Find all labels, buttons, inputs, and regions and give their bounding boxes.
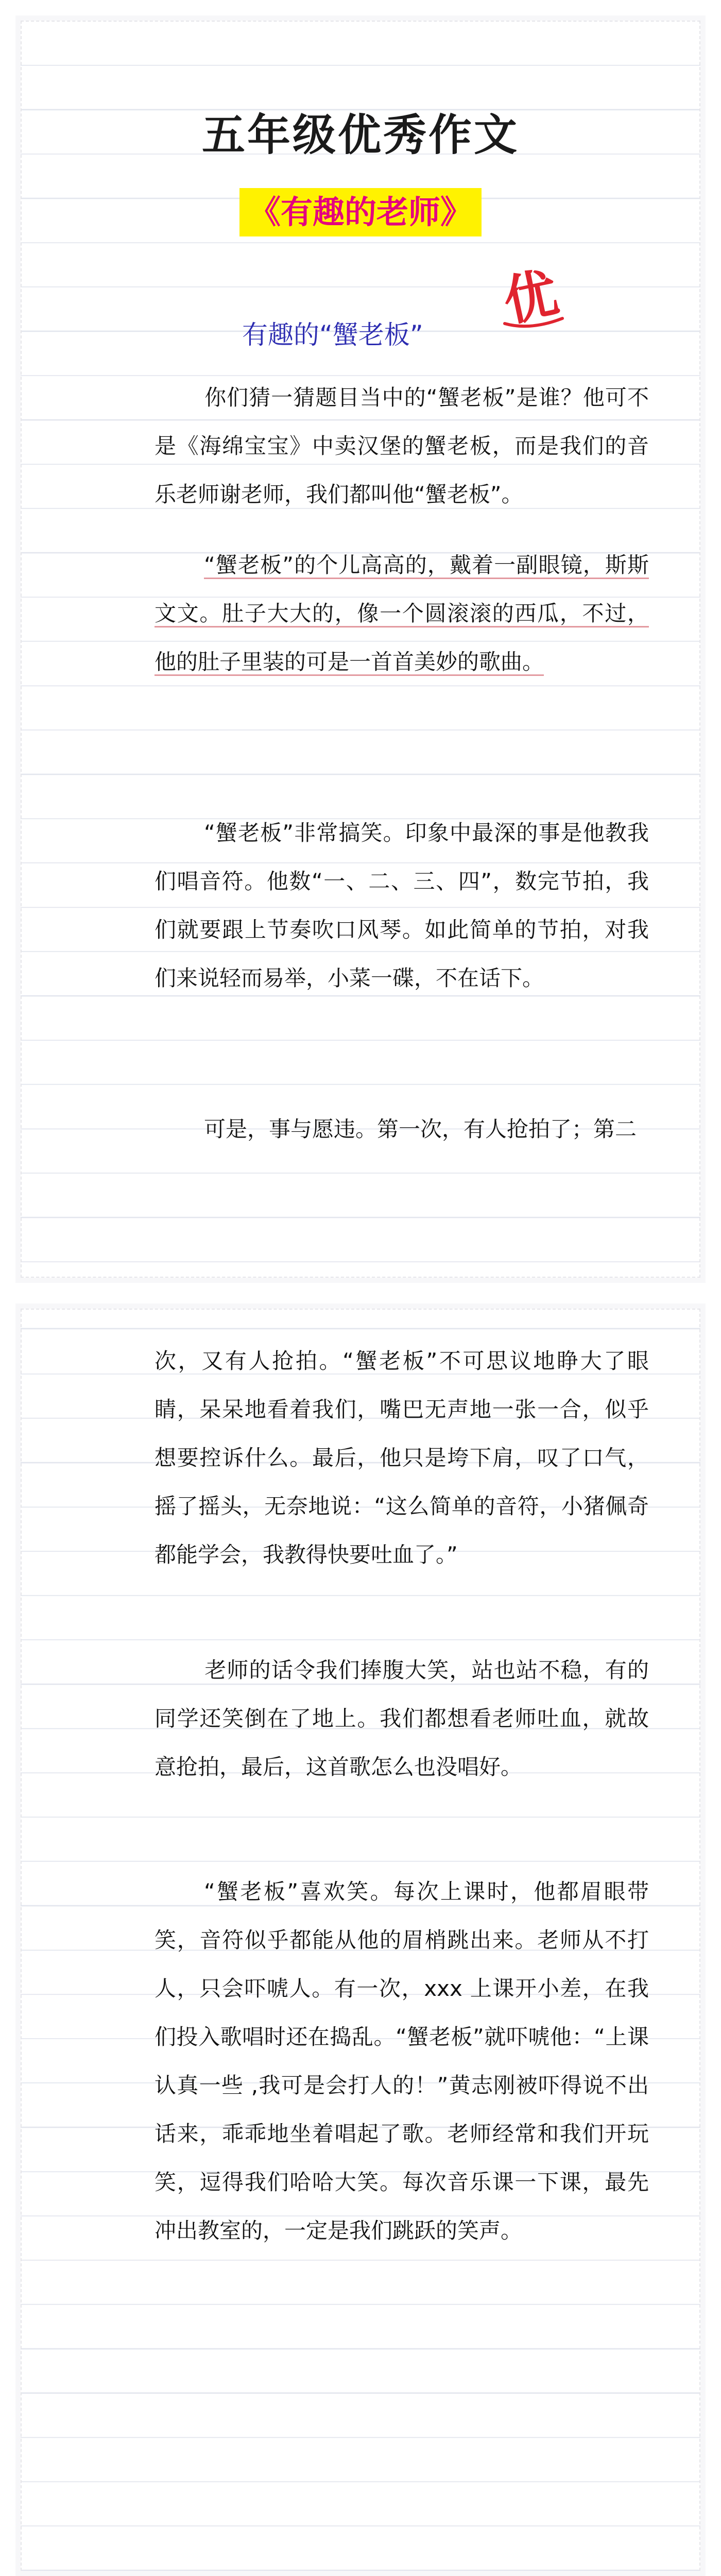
paragraph-3-text: “蟹老板”非常搞笑。印象中最深的事是他教我们唱音符。他数“一、二、三、四”，数完节拍，我们就要跟上节奏吹口风琴。如此简单的节拍，对我们来说轻而易举，小菜一碟，不在话下。 [154, 820, 649, 991]
paragraph-2-text: “蟹老板”的个儿高高的，戴着一副眼镜，斯斯文文。肚子大大的，像一个圆滚滚的西瓜，不过，他的肚子里装的可是一首首美妙的歌曲。 [154, 552, 649, 676]
essay-title-highlight: 《有趣的老师》 [239, 188, 482, 236]
paragraph-5 [154, 1337, 649, 1579]
paragraph-1-text: 你们猜一猜题目当中的“蟹老板”是谁？他可不是《海绵宝宝》中卖汉堡的蟹老板，而是我们的音乐老师谢老师，我们都叫他“蟹老板”。 [154, 385, 649, 507]
subtitle-wrap [0, 188, 721, 236]
paragraph-7 [154, 1868, 649, 2255]
paragraph-5-text: 次，又有人抢拍。“蟹老板”不可思议地睁大了眼睛，呆呆地看着我们，嘴巴无声地一张一合，似乎想要控诉什么。最后，他只是垮下肩，叹了口气，摇了摇头，无奈地说：“这么简单的音符，小猪佩奇都能学会，我教得快要吐血了。” [154, 1348, 649, 1567]
paragraph-3 [154, 809, 649, 1003]
paragraph-6-text: 老师的话令我们捧腹大笑，站也站不稳，有的同学还笑倒在了地上。我们都想看老师吐血，就故意抢拍，最后，这首歌怎么也没唱好。 [154, 1657, 649, 1780]
paragraph-7-text: “蟹老板”喜欢笑。每次上课时，他都眉眼带笑，音符似乎都能从他的眉梢跳出来。老师从不打人，只会吓唬人。有一次，xxx 上课开小差，在我们投入歌唱时还在捣乱。“蟹老板”就吓唬他：“上课认真一些 ,我可是会打人的！”黄志刚被吓得说不出话来，乖乖地坐着唱起了歌。老师经常和我们开玩笑，逗得我们哈哈大笑。每次音乐课一下课，最先冲出教室的，一定是我们跳跃的笑声。 [154, 1879, 649, 2243]
paragraph-4 [154, 1105, 649, 1154]
grade-stamp-icon [494, 258, 572, 335]
paragraph-2 [154, 541, 649, 686]
essay-heading: 有趣的“蟹老板” [242, 320, 423, 350]
paragraph-1 [154, 374, 649, 519]
paragraph-6 [154, 1646, 649, 1791]
page-title: 五年级优秀作文 [201, 110, 519, 160]
paragraph-4-text: 可是，事与愿违。第一次，有人抢拍了；第二 [204, 1116, 637, 1142]
grade-stamp-text: 优 [497, 260, 563, 334]
